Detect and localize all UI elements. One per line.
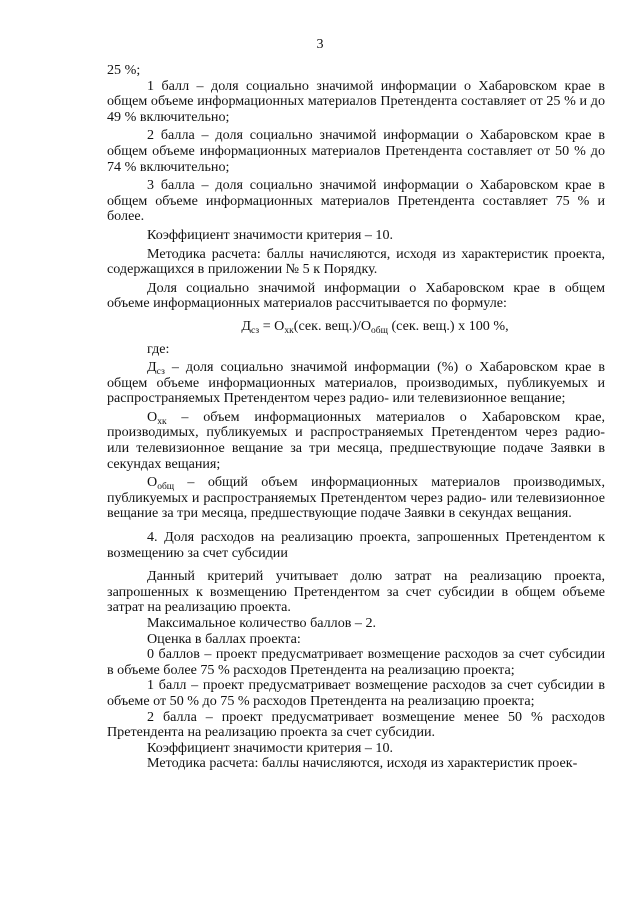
paragraph-continuation: 25 %; — [107, 62, 141, 78]
paragraph-score-1: 1 балл – доля социально значимой информации о Хабаровском крае в общем объеме информационных материалов Претендента составляет от 25 % и до 49 % включительно; — [107, 77, 605, 125]
formula: $Д_{сз} = О_{хк}(сек$. $вещ.)/О_{общ}$ (сек. вещ.) х 100 %, — [241, 317, 509, 336]
paragraph-coefficient-2: Коэффициент значимости критерия – 10. — [147, 739, 394, 756]
paragraph-criterion-desc: Данный критерий учитывает долю затрат на реализацию проекта, запрошенных к возмещению Претендентом за счет субсидии в общем объеме затрат на реализацию проекта. — [107, 568, 605, 616]
page-content — [107, 63, 605, 772]
definition-ohk: $О_{хк}$ – объем информационных материалов о Хабаровском крае, производимых, публикуемых и распространяемых Претендентом через радио- или телевизионное вещание за три месяца, предшествующие подаче Заявки в секундах вещания; — [107, 408, 605, 472]
paragraph-method: Методика расчета: баллы начисляются, исходя из характеристик проекта, содержащихся в приложении № 5 к Порядку. — [107, 245, 605, 278]
paragraph-score-1b: 1 балл – проект предусматривает возмещение расходов за счет субсидии в объеме от 50 % до 75 % расходов Претендента на реализацию проекта; — [107, 677, 605, 709]
paragraph-max-score: Максимальное количество баллов – 2. — [147, 615, 377, 631]
paragraph-score-2b: 2 балла – проект предусматривает возмещение менее 50 % расходов Претендента на реализацию проекта за счет субсидии. — [107, 708, 605, 741]
paragraph-score-3: 3 балла – доля социально значимой информации о Хабаровском крае в общем объеме информационных материалов Претендента составляет 75 % и более. — [107, 177, 605, 225]
paragraph-scoring-label: Оценка в баллах проекта: — [147, 630, 301, 647]
criterion-heading: 4. Доля расходов на реализацию проекта, запрошенных Претендентом к возмещению за счет субсидии — [107, 529, 605, 561]
definition-oobsh: $О_{общ}$ – общий объем информационных материалов производимых, публикуемых и распространяемых Претендентом через радио- или телевизионное вещание за три месяца, предшествующие подаче Заявки в секундах вещания. — [107, 474, 605, 522]
where-label: где: — [147, 340, 170, 357]
paragraph-share-intro: Доля социально значимой информации о Хабаровском крае в общем объеме информационных материалов рассчитывается по формуле: — [107, 279, 605, 312]
paragraph-coefficient: Коэффициент значимости критерия – 10. — [147, 226, 394, 243]
paragraph-score-2: 2 балла – доля социально значимой информации о Хабаровском крае в общем объеме информационных материалов Претендента составляет от 50 % до 74 % включительно; — [107, 127, 605, 175]
page-number: 3 — [316, 36, 324, 52]
definition-dsz: $Д_{сз}$ – доля социально значимой информации (%) о Хабаровском крае в общем объеме информационных материалов, производимых, публикуемых и распространяемых Претендентом через радио- или телевизионное вещание; — [107, 359, 605, 407]
paragraph-method-2: Методика расчета: баллы начисляются, исходя из характеристик проек- — [147, 755, 578, 772]
paragraph-score-0: 0 баллов – проект предусматривает возмещение расходов за счет субсидии в объеме более 75 % расходов Претендента на реализацию проекта; — [107, 646, 605, 678]
